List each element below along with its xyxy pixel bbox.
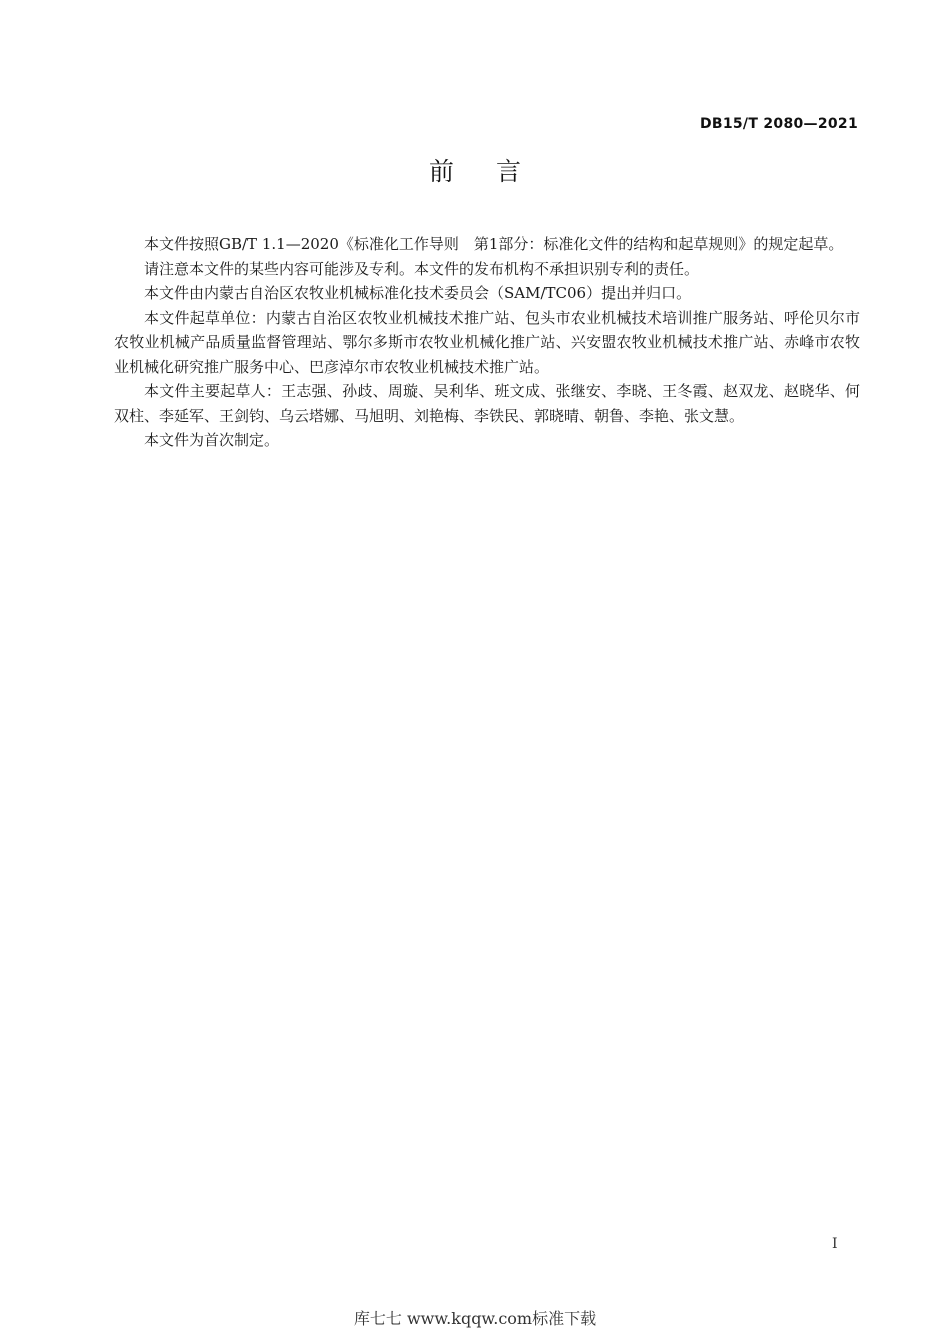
document-code: DB15/T 2080—2021	[699, 116, 858, 132]
foreword-body	[114, 232, 860, 453]
watermark-text: 库七七 www.kqqw.com标准下载	[353, 1309, 597, 1328]
paragraph-drafting-rules: 本文件按照GB/T 1.1—2020《标准化工作导则 第1部分：标准化文件的结构和起草规则》的规定起草。	[144, 235, 844, 253]
paragraph-drafters: 本文件主要起草人：王志强、孙歧、周璇、吴利华、班文成、张继安、李晓、王冬霞、赵双龙、赵晓华、何双柱、李延军、王剑钧、乌云塔娜、马旭明、刘艳梅、李铁民、郭晓晴、朝鲁、李艳、张文慧。	[114, 382, 860, 425]
paragraph-proposer: 本文件由内蒙古自治区农牧业机械标准化技术委员会（SAM/TC06）提出并归口。	[144, 284, 692, 302]
page-title: 前言	[428, 157, 563, 186]
paragraph-patent-notice: 请注意本文件的某些内容可能涉及专利。本文件的发布机构不承担识别专利的责任。	[144, 259, 700, 278]
page-number: I	[832, 1236, 838, 1252]
paragraph-drafting-units: 本文件起草单位：内蒙古自治区农牧业机械技术推广站、包头市农业机械技术培训推广服务站、呼伦贝尔市农牧业机械产品质量监督管理站、鄂尔多斯市农牧业机械化推广站、兴安盟农牧业机械技术推广站、赤峰市农牧业机械化研究推广服务中心、巴彦淖尔市农牧业机械技术推广站。	[114, 308, 860, 376]
paragraph-first-edition: 本文件为首次制定。	[144, 431, 280, 449]
